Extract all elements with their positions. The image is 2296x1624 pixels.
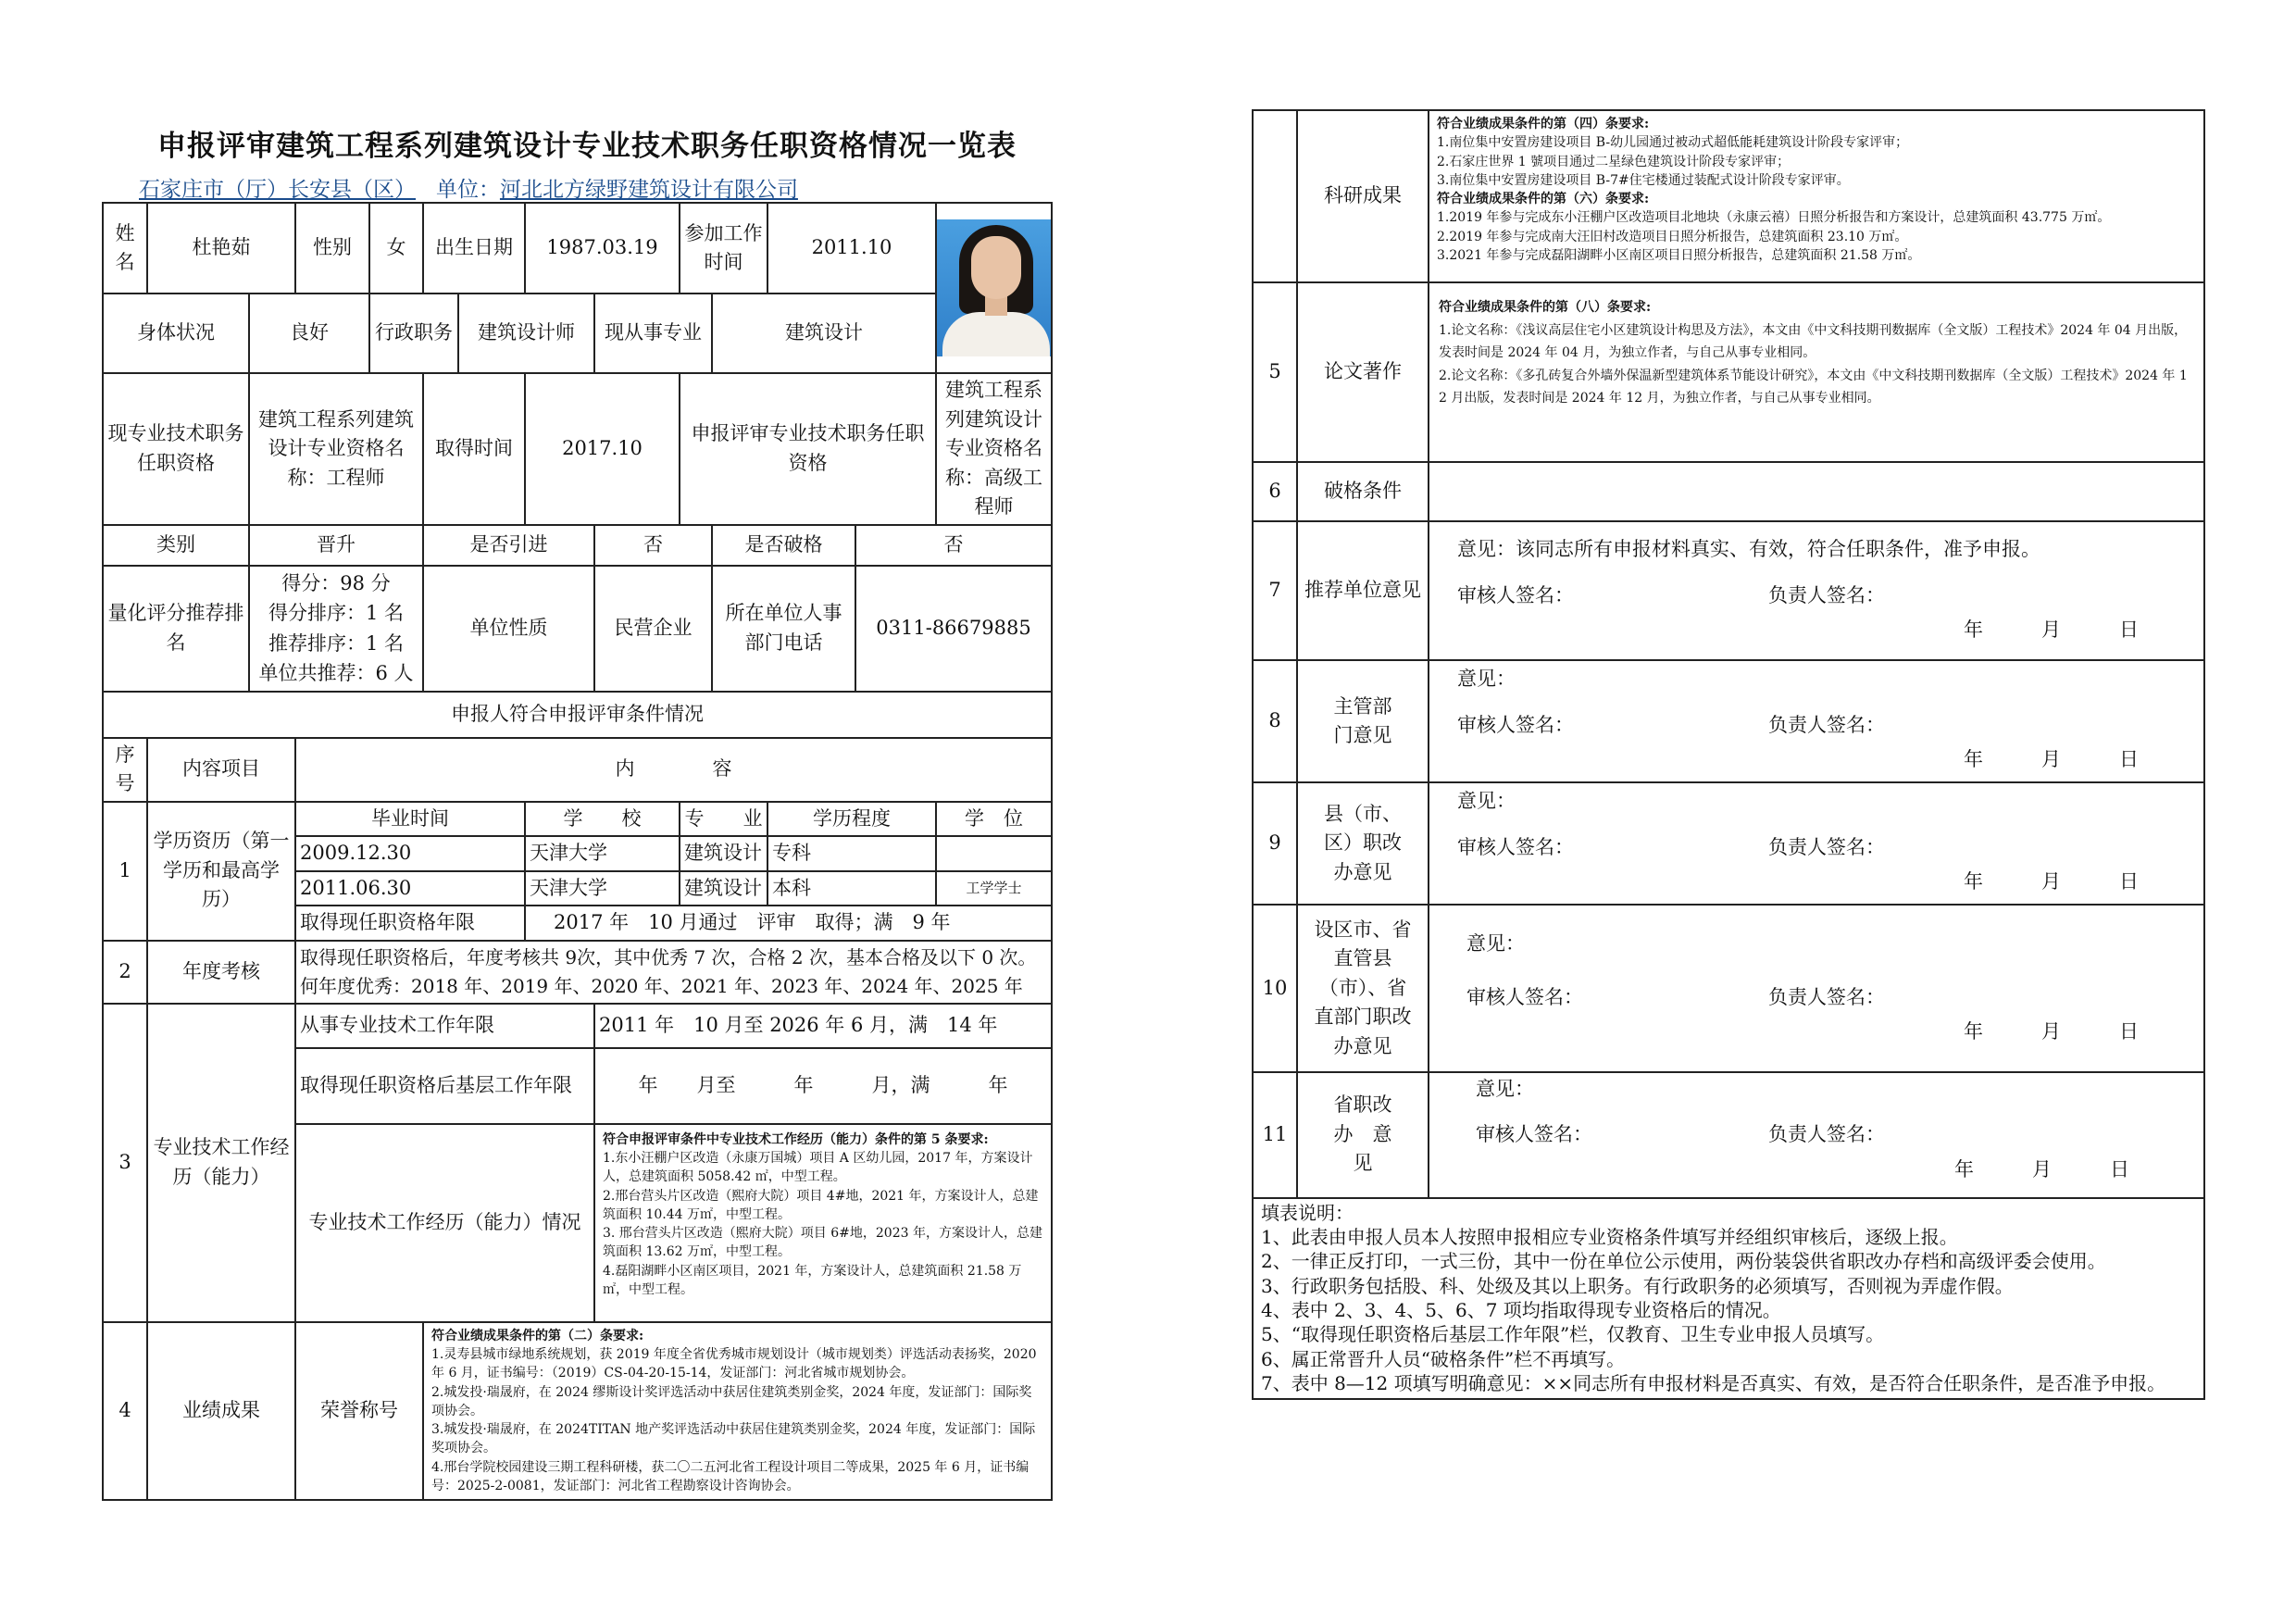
opinion-text: 意见：: [1476, 1077, 1534, 1100]
unit-line: [139, 172, 798, 203]
opinion-text: 意见：该同志所有申报材料真实、有效，符合任职条件，准予申报。: [1457, 538, 2040, 560]
exp-detail: [594, 1124, 1052, 1322]
score-label: 量化评分推荐排名: [103, 566, 249, 692]
introduce-label: 是否引进: [423, 525, 594, 566]
edu-cell: 天津大学: [525, 836, 680, 871]
break-label: 是否破格: [712, 525, 855, 566]
ach-item: 4.邢台学院校园建设三期工程科研楼，获二〇二五河北省工程设计项目二等成果，2025 年 6 月，证书编号：2025-2-0081，发证部门：河北省工程勘察设计咨询协会。: [431, 1459, 1029, 1494]
notes-title: 填表说明：: [1261, 1201, 1354, 1224]
phone-value: 0311-86679885: [855, 566, 1052, 692]
leader-label: 负责人签名：: [1768, 713, 1885, 736]
apply-value: 建筑工程系列建筑设计专业资格名称：高级工程师: [936, 373, 1052, 525]
edu-cell: 2009.12.30: [295, 836, 525, 871]
annual-text: 取得现任职资格后，年度考核共 9次，其中优秀 7 次，合格 2 次，基本合格及以下 0 次。何年度优秀：2018 年、2019 年、2020 年、2021 年、2023 年、2024 年、2025 年: [295, 941, 1052, 1004]
fill-notes: [1253, 1198, 2204, 1399]
paper-label: 论文著作: [1297, 282, 1429, 462]
paper-item: 1.论文名称：《浅议高层住宅小区建筑设计构思及方法》，本文由《中文科技期刊数据库（全文版）工程技术》2024 年 04 月出版，发表时间是 2024 年 04 月，为独立作者，与自己从事专业相同。: [1439, 322, 2188, 360]
opinion-no: 9: [1253, 782, 1297, 905]
edu-cell: 建筑设计: [680, 871, 767, 906]
edu-header-4: 学 位: [936, 802, 1052, 837]
paper-title: 符合业绩成果条件的第（八）条要求:: [1439, 300, 1652, 315]
edu-cell: 本科: [767, 871, 936, 906]
unit-label: 单位：: [435, 178, 500, 202]
exp-detail-title: 符合申报评审条件中专业技术工作经历（能力）条件的第 5 条要求:: [603, 1131, 989, 1147]
date-line: 年 月 日: [1954, 1157, 2129, 1181]
exp-item: 2.邢台营头片区改造（熙府大院）项目 4#地，2021 年，方案设计人，总建筑面积 10.44 万㎡，中型工程。: [603, 1188, 1039, 1222]
exp-item: 3. 邢台营头片区改造（熙府大院）项目 6#地，2023 年，方案设计人，总建筑面积 13.62 万㎡，中型工程。: [603, 1226, 1042, 1260]
edu-header-2: 专 业: [680, 802, 767, 837]
seq-label: 序号: [103, 738, 147, 802]
ach-detail: [423, 1322, 1052, 1501]
county: 长安县（区）: [288, 178, 416, 202]
leader-label: 负责人签名：: [1768, 1123, 1885, 1145]
opinion-no: 8: [1253, 660, 1297, 782]
research-title6: 符合业绩成果条件的第（六）条要求:: [1437, 192, 1650, 207]
opinion-cell: [1429, 905, 2204, 1072]
score-value: [249, 566, 423, 692]
research-no: [1253, 110, 1297, 282]
ach-item: 3.城发投·瑞晟府，在 2024TITAN 地产奖评选活动中获居住建筑类别金奖，2024 年度，发证部门：国际奖项协会。: [431, 1422, 1036, 1456]
research-item: 1.2019 年参与完成东小汪棚户区改造项目北地块（永康云禧）日照分析报告和方案设计，总建筑面积 43.775 万㎡。: [1437, 210, 2111, 226]
research-item: 2.2019 年参与完成南大汪旧村改造项目日照分析报告，总建筑面积 23.10 万㎡。: [1437, 229, 1908, 244]
opinion-no: 7: [1253, 521, 1297, 660]
gender-value: 女: [369, 203, 423, 294]
right-form-table: [1252, 109, 2205, 1400]
opinion-label: 推荐单位意见: [1297, 521, 1429, 660]
name-label: 姓名: [103, 203, 147, 294]
exp-no: 3: [103, 1004, 147, 1322]
reviewer-label: 审核人签名：: [1457, 713, 1574, 736]
ach-item: 1.灵寿县城市绿地系统规划，获 2019 年度全省优秀城市规划设计（城市规划类）评选活动表扬奖，2020 年 6 月，证书编号：（2019）CS-04-20-15-14，发证部门：河北省城市规划协会。: [431, 1346, 1037, 1381]
leader-label: 负责人签名：: [1768, 985, 1885, 1008]
opinion-cell: [1429, 521, 2204, 660]
nature-label: 单位性质: [423, 566, 594, 692]
current-qual-value: 建筑工程系列建筑设计专业资格名称：工程师: [249, 373, 423, 525]
content-label: 内 容: [295, 738, 1052, 802]
note-item: 1、此表由申报人员本人按照申报相应专业资格条件填写并经组织审核后，逐级上报。: [1261, 1225, 1958, 1248]
note-item: 5、“取得现任职资格后基层工作年限”栏，仅教育、卫生专业申报人员填写。: [1261, 1323, 1885, 1346]
page-title: 申报评审建筑工程系列建筑设计专业技术职务任职资格情况一览表: [157, 130, 1017, 163]
unit-name: 河北北方绿野建筑设计有限公司: [499, 178, 798, 202]
note-item: 7、表中 8—12 项填写明确意见：××同志所有申报材料是否真实、有效，是否符合任职条件，是否准予申报。: [1261, 1372, 2166, 1395]
photo: [936, 203, 1052, 373]
edu-cell: 建筑设计: [680, 836, 767, 871]
gender-label: 性别: [295, 203, 369, 294]
opinion-label: 省职改办 意 见: [1297, 1072, 1429, 1198]
date-line: 年 月 日: [1964, 748, 2139, 770]
ach-label: 业绩成果: [147, 1322, 295, 1501]
work-start-value: 2011.10: [767, 203, 936, 294]
current-qual-label: 现专业技术职务任职资格: [103, 373, 249, 525]
category-label: 类别: [103, 525, 249, 566]
date-line: 年 月 日: [1964, 618, 2139, 641]
admin-label: 行政职务: [369, 294, 458, 373]
ach-sub-label: 荣誉称号: [295, 1322, 423, 1501]
phone-label: 所在单位人事部门电话: [712, 566, 855, 692]
opinion-no: 11: [1253, 1072, 1297, 1198]
edu-header-0: 毕业时间: [295, 802, 525, 837]
rec-rank: 推荐排序：1 名: [268, 631, 405, 655]
opinion-text: 意见：: [1457, 668, 1516, 690]
work-start-label: 参加工作时间: [680, 203, 767, 294]
research-item: 3.南位集中安置房建设项目 B-7#住宅楼通过装配式设计阶段专家评审。: [1437, 172, 1850, 188]
health-value: 良好: [249, 294, 369, 373]
edu-no: 1: [103, 802, 147, 941]
nature-value: 民营企业: [594, 566, 712, 692]
score-rank: 得分排序：1 名: [268, 602, 405, 625]
score: 得分：98 分: [281, 571, 391, 594]
opinion-label: 设区市、省直管县（市）、省直部门职改办意见: [1297, 905, 1429, 1072]
exp-detail-label: 专业技术工作经历（能力）情况: [295, 1124, 594, 1322]
rec-total: 单位共推荐：6 人: [258, 662, 414, 685]
research-item: 3.2021 年参与完成磊阳湖畔小区南区项目日照分析报告，总建筑面积 21.58 万㎡。: [1437, 248, 1921, 264]
reviewer-label: 审核人签名：: [1476, 1123, 1592, 1145]
leader-label: 负责人签名：: [1768, 835, 1885, 858]
base-years-label: 取得现任职资格后基层工作年限: [295, 1048, 594, 1124]
reviewer-label: 审核人签名：: [1466, 985, 1583, 1008]
opinion-label: 县（市、区）职改办意见: [1297, 782, 1429, 905]
edu-header-1: 学 校: [525, 802, 680, 837]
qual-years-label: 取得现任职资格年限: [295, 906, 525, 941]
edu-header-3: 学历程度: [767, 802, 936, 837]
opinion-label: 主管部门意见: [1297, 660, 1429, 782]
break-cond-value: [1429, 462, 2204, 521]
item-label: 内容项目: [147, 738, 295, 802]
opinion-text: 意见：: [1457, 790, 1516, 812]
leader-label: 负责人签名：: [1768, 583, 1885, 606]
note-item: 2、一律正反打印，一式三份，其中一份在单位公示使用，两份装袋供省职改办存档和高级评委会使用。: [1261, 1250, 2106, 1273]
health-label: 身体状况: [103, 294, 249, 373]
left-form-table: [102, 202, 1053, 1501]
birth-label: 出生日期: [423, 203, 525, 294]
note-item: 6、属正常晋升人员“破格条件”栏不再填写。: [1261, 1347, 1626, 1370]
edu-label: 学历资历（第一学历和最高学历）: [147, 802, 295, 941]
ach-no: 4: [103, 1322, 147, 1501]
category-value: 晋升: [249, 525, 423, 566]
date-line: 年 月 日: [1964, 1020, 2139, 1043]
edu-cell: 专科: [767, 836, 936, 871]
date-line: 年 月 日: [1964, 870, 2139, 893]
major-label: 现从事专业: [594, 294, 712, 373]
ach-item: 2.城发投·瑞晟府，在 2024 缪斯设计奖评选活动中获居住建筑类别金奖，2024 年度，发证部门：国际奖项协会。: [431, 1384, 1032, 1418]
opinion-cell: [1429, 782, 2204, 905]
edu-cell: [936, 836, 1052, 871]
portrait-photo: [937, 219, 1052, 356]
exp-item: 1.东小汪棚户区改造（永康万国城）项目 A 区幼儿园，2017 年，方案设计人，总建筑面积 5058.42 ㎡，中型工程。: [603, 1150, 1033, 1185]
introduce-value: 否: [594, 525, 712, 566]
exp-years-label: 从事专业技术工作年限: [295, 1004, 594, 1048]
break-no: 6: [1253, 462, 1297, 521]
break-value: 否: [855, 525, 1052, 566]
obtain-label: 取得时间: [423, 373, 525, 525]
research-title4: 符合业绩成果条件的第（四）条要求:: [1437, 117, 1650, 131]
paper-no: 5: [1253, 282, 1297, 462]
name-value: 杜艳茹: [147, 203, 295, 294]
qual-years-value: 2017 年 10 月通过 评审 取得；满 9 年: [525, 906, 1052, 941]
opinion-cell: [1429, 660, 2204, 782]
city: 石家庄市（厅）: [139, 178, 288, 202]
obtain-value: 2017.10: [525, 373, 680, 525]
paper-item: 2.论文名称：《多孔砖复合外墙外保温新型建筑体系节能设计研究》，本文由《中文科技期刊数据库（全文版）工程技术》2024 年 12 月出版，发表时间是 2024 年 12 月，为独立作者，与自己从事专业相同。: [1439, 368, 2188, 406]
major-value: 建筑设计: [712, 294, 936, 373]
exp-years-value: 2011 年 10 月至 2026 年 6 月，满 14 年: [594, 1004, 1052, 1048]
reviewer-label: 审核人签名：: [1457, 583, 1574, 606]
research-item: 1.南位集中安置房建设项目 B-幼儿园通过被动式超低能耗建筑设计阶段专家评审；: [1437, 135, 1909, 151]
note-item: 3、行政职务包括股、科、处级及其以上职务。有行政职务的必须填写，否则视为弄虚作假。: [1261, 1274, 2014, 1297]
birth-value: 1987.03.19: [525, 203, 680, 294]
apply-label: 申报评审专业技术职务任职资格: [680, 373, 936, 525]
opinion-cell: [1429, 1072, 2204, 1198]
base-years-value: 年 月至 年 月，满 年: [594, 1048, 1052, 1124]
opinion-no: 10: [1253, 905, 1297, 1072]
research-item: 2.石家庄世界 1 號项目通过二星绿色建筑设计阶段专家评审；: [1437, 154, 1791, 169]
edu-cell: 2011.06.30: [295, 871, 525, 906]
edu-cell: 天津大学: [525, 871, 680, 906]
annual-no: 2: [103, 941, 147, 1004]
section-title: 申报人符合申报评审条件情况: [103, 692, 1052, 738]
paper-detail: [1429, 282, 2204, 462]
research-detail: [1429, 110, 2204, 282]
opinion-text: 意见：: [1466, 932, 1525, 955]
edu-cell: 工学学士: [936, 871, 1052, 906]
break-cond-label: 破格条件: [1297, 462, 1429, 521]
admin-value: 建筑设计师: [458, 294, 594, 373]
research-label: 科研成果: [1297, 110, 1429, 282]
exp-item: 4.磊阳湖畔小区南区项目，2021 年，方案设计人，总建筑面积 21.58 万㎡，中型工程。: [603, 1263, 1022, 1298]
annual-label: 年度考核: [147, 941, 295, 1004]
reviewer-label: 审核人签名：: [1457, 835, 1574, 858]
note-item: 4、表中 2、3、4、5、6、7 项均指取得现专业资格后的情况。: [1261, 1299, 1781, 1322]
ach-title: 符合业绩成果条件的第（二）条要求:: [431, 1328, 644, 1343]
exp-label: 专业技术工作经历（能力）: [147, 1004, 295, 1322]
